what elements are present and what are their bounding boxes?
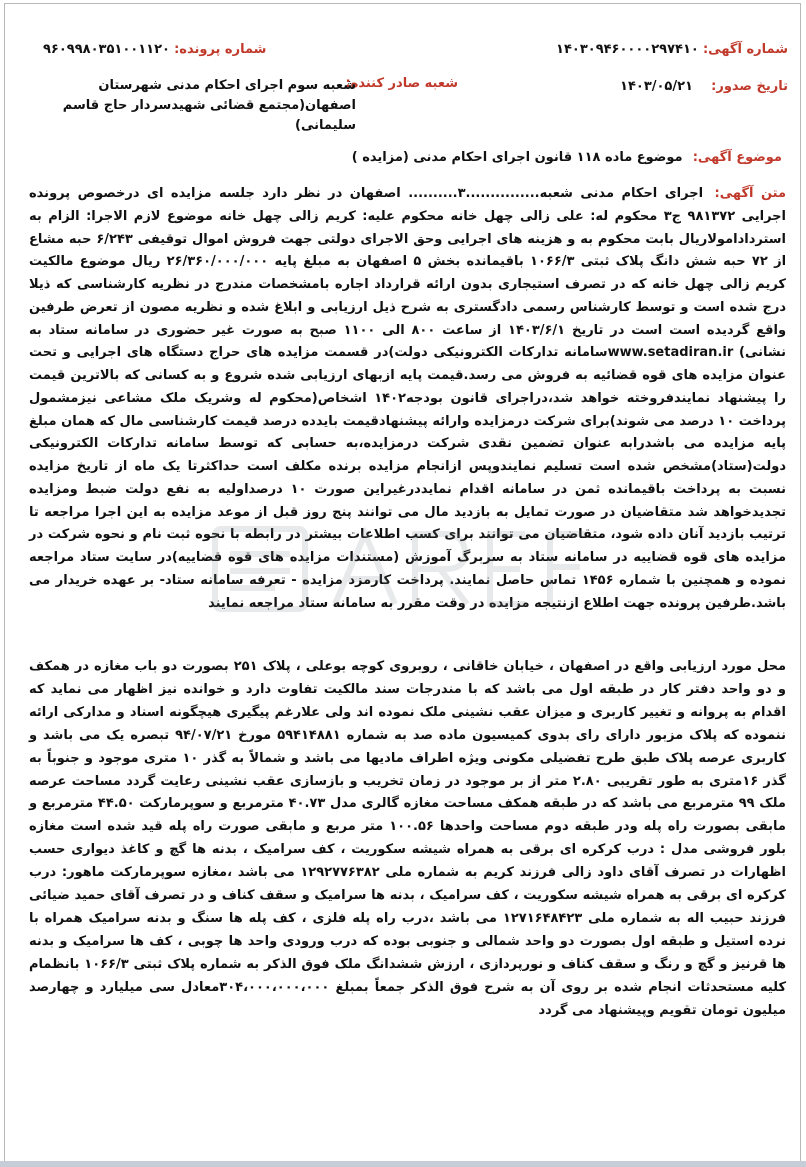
subject-value: موضوع ماده ۱۱۸ قانون اجرای احکام مدنی (مزایده ) xyxy=(351,150,683,165)
case-number-value: ۹۶۰۹۹۸۰۳۵۱۰۰۱۱۲۰ xyxy=(43,42,170,57)
ad-number-field xyxy=(556,42,788,57)
issue-date-value: ۱۴۰۳/۰۵/۲۱ xyxy=(620,79,693,94)
body-label: متن آگهی: xyxy=(714,186,786,201)
issue-date-field xyxy=(620,79,788,94)
ad-number-label: شماره آگهی: xyxy=(702,42,788,57)
footer-bar xyxy=(0,1161,806,1167)
subject-field xyxy=(352,150,782,165)
issue-date-label: تاریخ صدور: xyxy=(711,79,788,94)
body-paragraph-1: اجرای احکام مدنی شعبه...............۳.......... اصفهان در نظر دارد جلسه مزایده ای درخصوص پرونده اجرایی ۹۸۱۳۷۲ ج۳ محکوم له: علی زالی چهل خانه محکوم علیه: کریم زالی چهل خانه موضوع لازم الاجرا: الزام به استردادامولاریال بابت محکوم به و هزینه های اجرایی وحق الاجرای دولتی جهت فروش اموال توقیفی ۶/۲۴۳ حبه مشاع از ۷۲ حبه شش دانگ پلاک ثبتی ۱۰۶۶/۳ باقیمانده بخش ۵ اصفهان به مبلغ پایه ۲۶/۳۶۰/۰۰۰/۰۰۰ ریال موضوع مالکیت کریم زالی چهل خانه که در تصرف استیجاری بدون ارائه قرارداد اجاره بامشخصات مندرج در نظریه کارشناسی که ذیلا درج شده است و توسط کارشناس رسمی دادگستری به شرح ذیل ارزیابی و ابلاغ شده و نظریه مصون از تعرض طرفین واقع گردیده است است در تاریخ ۱۴۰۳/۶/۱ از ساعت ۸۰۰ الی ۱۱۰۰ صبح به صورت غیر حضوری در سامانه ستاد به نشانی) www.setadiran.irسامانه تدارکات الکترونیکی دولت)در قسمت مزایده های حراج دستگاه های اجرایی و تحت عنوان مزایده های قوه قضائیه به فروش می رسد.قیمت پایه ازبهای ارزیابی شده شروع و به کسانی که بالاترین قیمت را پیشنهاد نمایندفروخته خواهد شد،دراجرای قانون بودجه۱۴۰۲ اشخاص(محکوم له وشریک ملک مشاعی نیزمشمول پرداخت ۱۰ درصد می شوند)برای شرکت درمزایده وارائه پیشنهادقیمت بایدده درصد قیمت کارشناسی مال که همان مبلغ پایه مزایده می باشدرابه عنوان تضمین نقدی شرکت درمزایده،به حسابی که توسط سامانه تدارکات الکترونیکی دولت(ستاد)مشخص شده است تسلیم نمایندوپس ازانجام مزایده برنده مکلف است حداکثرتا یک ماه از تاریخ مزایده نسبت به پرداخت باقیمانده ثمن در سامانه اقدام نمایددرغیراین صورت ۱۰ درصداولیه به نفع دولت ضبط ومزایده تجدیدخواهد شد متقاضیان در صورت تمایل به بازدید مال می توانند پنج روز قبل از موعد مزایده به این اجرا مراجعه تا ترتیب بازدید آنان داده شود، متقاضیان می توانند برای کسب اطلاعات بیشتر در رابطه با نحوه ثبت نام و نحوه شرکت در مزایده های قوه قضاییه در سامانه ستاد به سربرگ آموزش (مستندات مزایده های قوه قضاییه)در سایت ستاد مراجعه نموده و همچنین با شماره ۱۴۵۶ تماس حاصل نمایند. پرداخت کارمزد مزایده - تعرفه سامانه ستاد- بر عهده خریدار می باشد.طرفین پرونده جهت اطلاع ازنتیجه مزایده در وقت مقرر به سامانه ستاد مراجعه نمایند xyxy=(29,186,787,611)
subject-label: موضوع آگهی: xyxy=(692,150,782,165)
announcement-body xyxy=(29,183,786,615)
case-number-field xyxy=(43,42,266,57)
body-paragraph-2: محل مورد ارزیابی واقع در اصفهان ، خیابان خاقانی ، روبروی کوچه بوعلی ، پلاک ۲۵۱ بصورت دو باب مغازه در همکف و دو واحد دفتر کار در طبقه اول می باشد که با مندرجات سند مالکیت تفاوت دارد و خوانده نیز اظهار می نماید که اقدام به پروانه و تغییر کاربری و میزان عقب نشینی ملک نموده اند ولی علارغم پیگیری هیچگونه اسناد و مدارکی ارائه ننموده که پلاک مزبور دارای رای بدوی کمیسیون ماده صد به شماره ۵۹۴۱۴۸۸۱ مورخ ۹۴/۰۷/۲۱ تبصره یک می باشد و کاربری عرصه پلاک طبق طرح تفضیلی مکونی ویژه اطراف مادیها می باشد و شمالاً به گذر ۱۰ متری موجود و جنوباً به گذر ۱۶متری به طور تقریبی ۲.۸۰ متر از بر موجود در زمان تخریب و بازسازی عقب نشینی رعایت گردد مساحت عرصه ملک ۹۹ مترمربع می باشد که در طبقه همکف مساحت مغازه گالری مدل ۴۰.۷۳ مترمربع و سوپرمارکت ۴۴.۵۰ مترمربع و مابقی بصورت راه پله ودر طبقه دوم مساحت واحدها ۱۰۰.۵۶ متر مربع و مابقی صورت راه پله قید شده است مغازه بلور فروشی مدل : درب کرکره ای برقی به همراه شیشه سکوریت ، کف سرامیک ، بدنه ها گچ و کاغذ دیواری حسب اظهارات در تصرف آقای داود زالی فرزند کریم به شماره ملی ۱۲۹۲۷۷۶۳۸۲ می باشد ،مغازه سوپرمارکت ماهور: درب کرکره ای برقی به همراه شیشه سکوریت ، کف سرامیک ، بدنه ها سرامیک و سقف کناف و در تصرف آقای حمید ضیائی فرزند حبیب اله به شماره ملی ۱۲۷۱۶۴۸۴۲۳ می باشد ،درب راه پله فلزی ، کف پله ها سنگ و بدنه سرامیک همراه با نرده استیل و طبقه اول بصورت دو واحد شمالی و جنوبی بوده که درب ورودی واحد ها چوبی ، کف ها سرامیک و بدنه ها قرنیز و گچ و رنگ و سقف کناف و نورپردازی ، ارزش ششدانگ ملک فوق الذکر به شماره پلاک ثبتی ۱۰۶۶/۳ بانظمام کلیه مستحدثات انجام شده بر روی آن به شرح فوق الذکر جمعاً بمبلغ ۳۰۴،۰۰۰،۰۰۰،۰۰۰معادل سی میلیارد و چهارصد میلیون تومان تقویم وپیشنهاد می گردد xyxy=(29,659,787,1018)
issuer-label-wrap xyxy=(345,76,458,91)
ad-number-value: ۱۴۰۳۰۹۴۶۰۰۰۰۲۹۷۴۱۰ xyxy=(556,42,699,57)
issuer-label: شعبه صادر کننده: xyxy=(345,76,458,91)
case-number-label: شماره پرونده: xyxy=(174,42,267,57)
issuer-value: شعبه سوم اجرای احکام مدنی شهرستان اصفهان(مجتمع قضائی شهیدسردار حاج قاسم سلیمانی) xyxy=(62,78,356,133)
announcement-document xyxy=(4,3,801,1162)
